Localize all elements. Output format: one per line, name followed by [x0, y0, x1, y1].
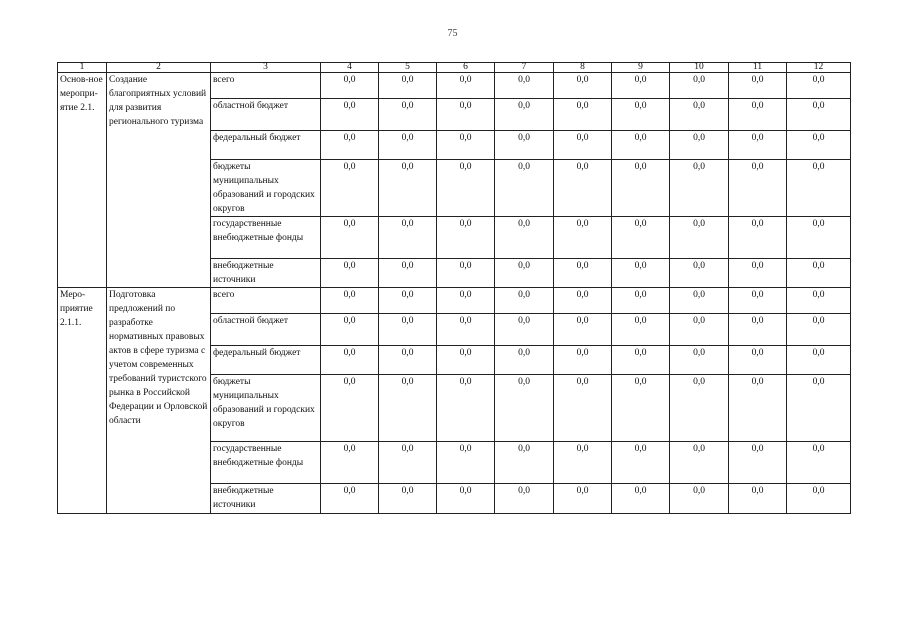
value-cell: 0,0	[495, 73, 554, 99]
funding-source: всего	[211, 73, 321, 99]
table-row	[58, 73, 851, 99]
funding-source: бюджеты муниципальных образований и городских округов	[211, 160, 321, 217]
value-cell: 0,0	[495, 160, 554, 217]
funding-table	[57, 62, 851, 514]
value-cell: 0,0	[787, 442, 851, 484]
measure-name: Создание благоприятных условий для развития регионального туризма	[107, 73, 211, 288]
value-cell: 0,0	[612, 442, 670, 484]
value-cell: 0,0	[670, 73, 729, 99]
value-cell: 0,0	[554, 259, 612, 288]
value-cell: 0,0	[379, 288, 437, 314]
value-cell: 0,0	[787, 484, 851, 514]
value-cell: 0,0	[321, 484, 379, 514]
value-cell: 0,0	[495, 314, 554, 346]
value-cell: 0,0	[787, 160, 851, 217]
value-cell: 0,0	[729, 346, 787, 375]
value-cell: 0,0	[495, 346, 554, 375]
value-cell: 0,0	[495, 259, 554, 288]
value-cell: 0,0	[554, 131, 612, 160]
value-cell: 0,0	[495, 442, 554, 484]
value-cell: 0,0	[437, 442, 495, 484]
column-header: 1	[58, 63, 107, 73]
value-cell: 0,0	[321, 73, 379, 99]
value-cell: 0,0	[670, 160, 729, 217]
value-cell: 0,0	[321, 131, 379, 160]
value-cell: 0,0	[379, 442, 437, 484]
value-cell: 0,0	[321, 314, 379, 346]
value-cell: 0,0	[787, 217, 851, 259]
value-cell: 0,0	[379, 484, 437, 514]
value-cell: 0,0	[670, 346, 729, 375]
value-cell: 0,0	[437, 375, 495, 442]
value-cell: 0,0	[495, 288, 554, 314]
column-header: 10	[670, 63, 729, 73]
value-cell: 0,0	[670, 217, 729, 259]
funding-source: федеральный бюджет	[211, 131, 321, 160]
column-header: 12	[787, 63, 851, 73]
table-body	[58, 73, 851, 514]
value-cell: 0,0	[612, 375, 670, 442]
value-cell: 0,0	[495, 99, 554, 131]
value-cell: 0,0	[379, 314, 437, 346]
value-cell: 0,0	[379, 375, 437, 442]
column-header: 4	[321, 63, 379, 73]
value-cell: 0,0	[612, 217, 670, 259]
value-cell: 0,0	[612, 99, 670, 131]
value-cell: 0,0	[379, 259, 437, 288]
value-cell: 0,0	[670, 484, 729, 514]
value-cell: 0,0	[612, 259, 670, 288]
value-cell: 0,0	[670, 99, 729, 131]
value-cell: 0,0	[612, 484, 670, 514]
value-cell: 0,0	[787, 259, 851, 288]
value-cell: 0,0	[437, 217, 495, 259]
value-cell: 0,0	[379, 346, 437, 375]
funding-source: внебюджетные источники	[211, 259, 321, 288]
value-cell: 0,0	[554, 288, 612, 314]
value-cell: 0,0	[437, 288, 495, 314]
page-number: 75	[447, 28, 458, 39]
value-cell: 0,0	[729, 484, 787, 514]
funding-source: областной бюджет	[211, 99, 321, 131]
value-cell: 0,0	[729, 375, 787, 442]
value-cell: 0,0	[437, 99, 495, 131]
value-cell: 0,0	[612, 73, 670, 99]
value-cell: 0,0	[554, 73, 612, 99]
column-header: 3	[211, 63, 321, 73]
value-cell: 0,0	[787, 346, 851, 375]
column-header: 5	[379, 63, 437, 73]
value-cell: 0,0	[495, 131, 554, 160]
value-cell: 0,0	[670, 314, 729, 346]
value-cell: 0,0	[321, 346, 379, 375]
value-cell: 0,0	[612, 160, 670, 217]
value-cell: 0,0	[379, 131, 437, 160]
value-cell: 0,0	[554, 442, 612, 484]
value-cell: 0,0	[495, 484, 554, 514]
column-header: 7	[495, 63, 554, 73]
value-cell: 0,0	[321, 259, 379, 288]
value-cell: 0,0	[729, 442, 787, 484]
value-cell: 0,0	[729, 99, 787, 131]
value-cell: 0,0	[787, 131, 851, 160]
value-cell: 0,0	[670, 442, 729, 484]
value-cell: 0,0	[670, 288, 729, 314]
value-cell: 0,0	[729, 288, 787, 314]
value-cell: 0,0	[554, 314, 612, 346]
value-cell: 0,0	[379, 160, 437, 217]
column-header: 9	[612, 63, 670, 73]
value-cell: 0,0	[554, 375, 612, 442]
value-cell: 0,0	[321, 442, 379, 484]
value-cell: 0,0	[729, 314, 787, 346]
measure-code: Меро-приятие 2.1.1.	[58, 288, 107, 514]
value-cell: 0,0	[437, 484, 495, 514]
value-cell: 0,0	[787, 375, 851, 442]
measure-name: Подготовка предложений по разработке нормативных правовых актов в сфере туризма с учетом современных требований туристского рынка в Российской Федерации и Орловской области	[107, 288, 211, 514]
value-cell: 0,0	[321, 375, 379, 442]
value-cell: 0,0	[729, 160, 787, 217]
column-header: 11	[729, 63, 787, 73]
value-cell: 0,0	[379, 73, 437, 99]
value-cell: 0,0	[670, 375, 729, 442]
value-cell: 0,0	[379, 99, 437, 131]
value-cell: 0,0	[437, 160, 495, 217]
value-cell: 0,0	[787, 288, 851, 314]
value-cell: 0,0	[437, 131, 495, 160]
value-cell: 0,0	[612, 288, 670, 314]
value-cell: 0,0	[321, 160, 379, 217]
value-cell: 0,0	[612, 346, 670, 375]
value-cell: 0,0	[554, 160, 612, 217]
value-cell: 0,0	[379, 217, 437, 259]
value-cell: 0,0	[321, 288, 379, 314]
value-cell: 0,0	[670, 131, 729, 160]
value-cell: 0,0	[437, 73, 495, 99]
value-cell: 0,0	[437, 346, 495, 375]
header-row	[58, 63, 851, 73]
measure-code: Основ-ное меропри-ятие 2.1.	[58, 73, 107, 288]
value-cell: 0,0	[787, 73, 851, 99]
table-row	[58, 288, 851, 314]
value-cell: 0,0	[612, 131, 670, 160]
value-cell: 0,0	[787, 99, 851, 131]
funding-source: государственные внебюджетные фонды	[211, 217, 321, 259]
funding-source: федеральный бюджет	[211, 346, 321, 375]
funding-source: внебюджетные источники	[211, 484, 321, 514]
value-cell: 0,0	[612, 314, 670, 346]
value-cell: 0,0	[437, 314, 495, 346]
value-cell: 0,0	[787, 314, 851, 346]
funding-source: государственные внебюджетные фонды	[211, 442, 321, 484]
value-cell: 0,0	[495, 217, 554, 259]
column-header: 6	[437, 63, 495, 73]
column-header: 8	[554, 63, 612, 73]
funding-source: областной бюджет	[211, 314, 321, 346]
value-cell: 0,0	[670, 259, 729, 288]
value-cell: 0,0	[729, 259, 787, 288]
value-cell: 0,0	[321, 99, 379, 131]
value-cell: 0,0	[729, 73, 787, 99]
value-cell: 0,0	[554, 484, 612, 514]
value-cell: 0,0	[437, 259, 495, 288]
funding-source: бюджеты муниципальных образований и городских округов	[211, 375, 321, 442]
value-cell: 0,0	[495, 375, 554, 442]
value-cell: 0,0	[554, 217, 612, 259]
column-header: 2	[107, 63, 211, 73]
value-cell: 0,0	[321, 217, 379, 259]
value-cell: 0,0	[729, 217, 787, 259]
value-cell: 0,0	[554, 99, 612, 131]
value-cell: 0,0	[729, 131, 787, 160]
value-cell: 0,0	[554, 346, 612, 375]
funding-source: всего	[211, 288, 321, 314]
